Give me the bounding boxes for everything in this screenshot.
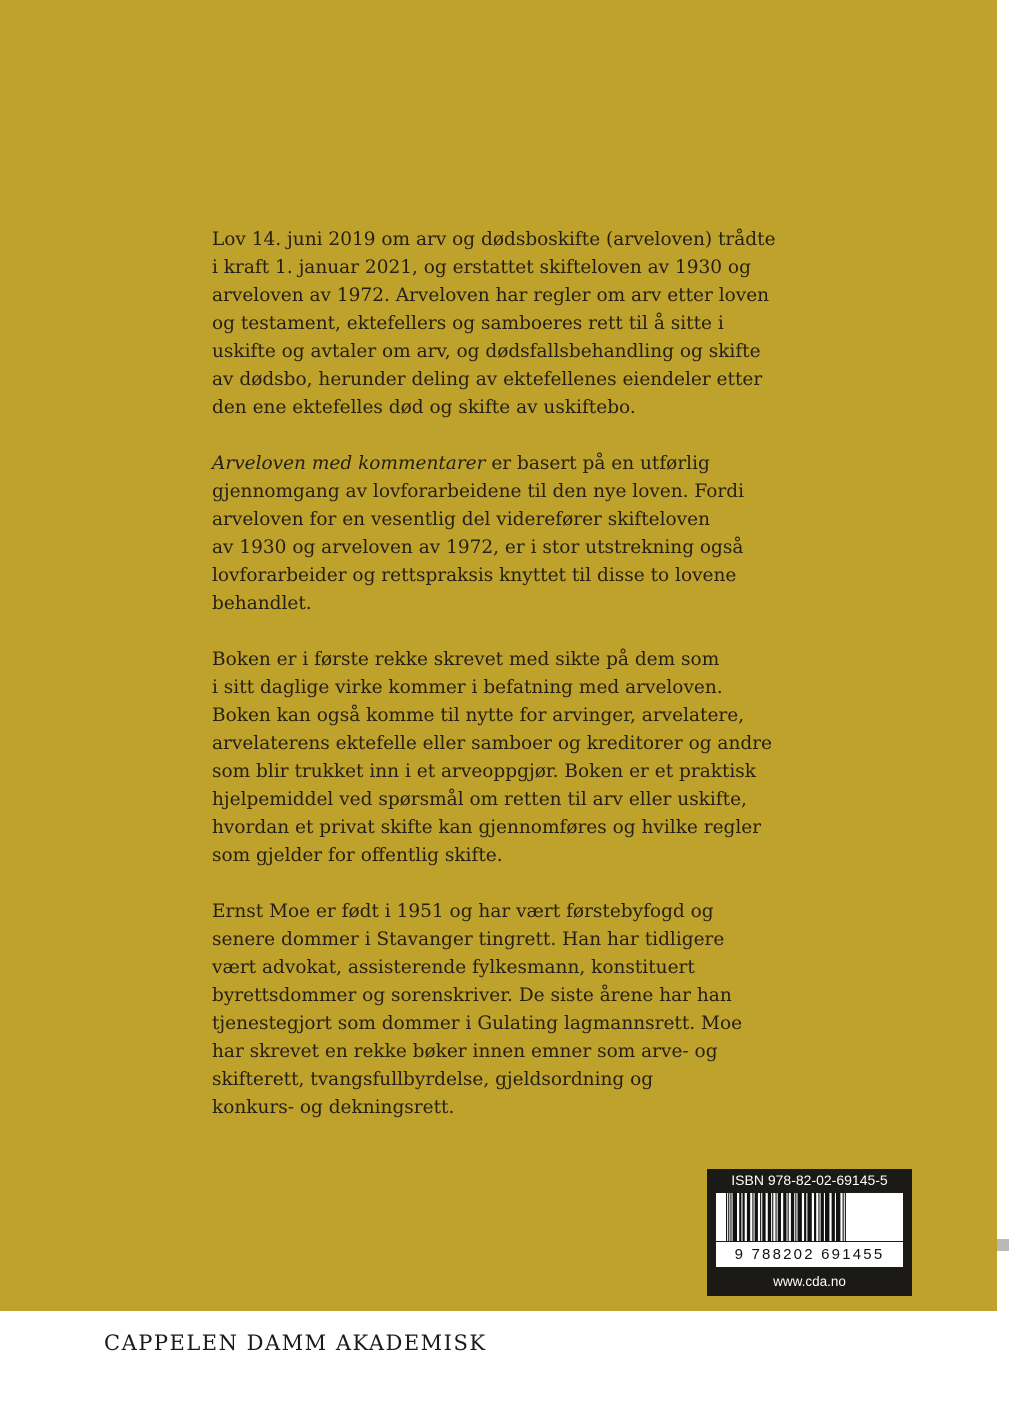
text-line: byrettsdommer og sorenskriver. De siste årene har han — [212, 985, 732, 1006]
text-line: senere dommer i Stavanger tingrett. Han har tidligere — [212, 929, 725, 950]
isbn-barcode-panel — [707, 1169, 912, 1296]
text-line: i kraft 1. januar 2021, og erstattet skifteloven av 1930 og — [212, 257, 751, 278]
isbn-label: ISBN 978-82-02-69145-5 — [731, 1172, 888, 1188]
text-line: og testament, ektefellers og samboeres rett til å sitte i — [212, 313, 724, 334]
text-line: arvelaterens ektefelle eller samboer og kreditorer og andre — [212, 733, 773, 754]
text-line: Boken kan også komme til nytte for arvinger, arvelatere, — [212, 705, 745, 726]
text-line: har skrevet en rekke bøker innen emner som arve- og — [212, 1041, 718, 1062]
text-line: av dødsbo, herunder deling av ektefellenes eiendeler etter — [212, 369, 763, 390]
text-line: Boken er i første rekke skrevet med sikte på dem som — [212, 649, 720, 670]
text-line: arveloven for en vesentlig del viderefører skifteloven — [212, 509, 710, 530]
barcode-digits: 9 788202 691455 — [716, 1242, 903, 1267]
blurb-text — [212, 226, 812, 1150]
cover-edge — [997, 0, 1009, 1311]
text-line: hjelpemiddel ved spørsmål om retten til arv eller uskifte, — [212, 789, 747, 810]
text-line: uskifte og avtaler om arv, og dødsfallsbehandling og skifte — [212, 341, 761, 362]
text-line: som blir trukket inn i et arveoppgjør. Boken er et praktisk — [212, 761, 757, 782]
barcode-bars-icon — [716, 1193, 903, 1241]
text-line: vært advokat, assisterende fylkesmann, konstituert — [212, 957, 695, 978]
barcode — [716, 1193, 903, 1241]
text-line: tjenestegjort som dommer i Gulating lagmannsrett. Moe — [212, 1013, 743, 1034]
publisher-url: www.cda.no — [773, 1274, 846, 1289]
publisher-logo: CAPPELEN DAMM AKADEMISK — [104, 1331, 487, 1355]
text-line: hvordan et privat skifte kan gjennomføres og hvilke regler — [212, 817, 762, 838]
text-line: behandlet. — [212, 593, 312, 614]
text-line: av 1930 og arveloven av 1972, er i stor utstrekning også — [212, 537, 744, 558]
text-line: arveloven av 1972. Arveloven har regler om arv etter loven — [212, 285, 770, 306]
text-line: skifterett, tvangsfullbyrdelse, gjeldsordning og — [212, 1069, 654, 1090]
text-line: gjennomgang av lovforarbeidene til den nye loven. Fordi — [212, 481, 744, 502]
text-line: som gjelder for offentlig skifte. — [212, 845, 503, 866]
text-line: i sitt daglige virke kommer i befatning med arveloven. — [212, 677, 723, 698]
blurb-paragraph-1 — [212, 226, 812, 422]
blurb-paragraph-2 — [212, 450, 812, 618]
text-fragment: er basert på en utførlig — [485, 453, 710, 474]
text-line: lovforarbeider og rettspraksis knyttet til disse to lovene — [212, 565, 737, 586]
text-line — [212, 450, 812, 478]
crop-mark — [997, 1239, 1009, 1251]
author-bio — [212, 898, 812, 1122]
text-line: Lov 14. juni 2019 om arv og dødsboskifte (arveloven) trådte — [212, 229, 776, 250]
text-line: konkurs- og dekningsrett. — [212, 1097, 455, 1118]
text-line: den ene ektefelles død og skifte av uskiftebo. — [212, 397, 636, 418]
book-title-italic: Arveloven med kommentarer — [212, 453, 486, 474]
text-line: Ernst Moe er født i 1951 og har vært førstebyfogd og — [212, 901, 714, 922]
blurb-paragraph-3 — [212, 646, 812, 870]
